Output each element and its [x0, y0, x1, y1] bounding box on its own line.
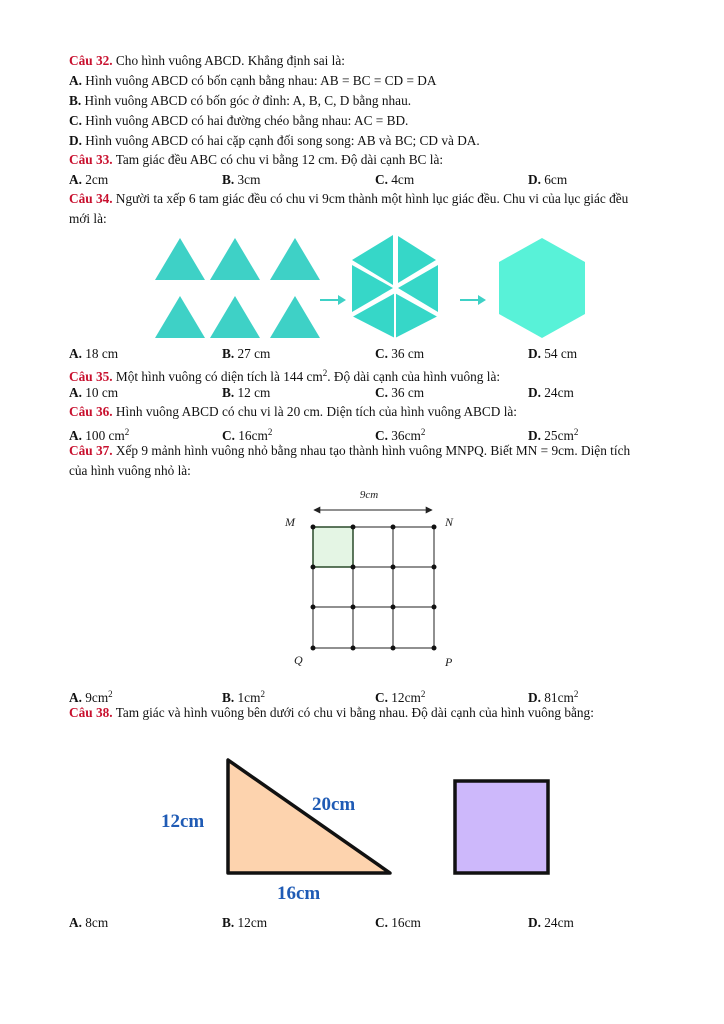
option-label: A. [69, 73, 82, 88]
question-text: Một hình vuông có diện tích là 144 $cm^2$. Độ dài cạnh của hình vuông là: [115, 368, 501, 384]
vertex-label-q: Q [294, 653, 303, 667]
option-b: B. 3cm [222, 172, 261, 187]
option-d: D. 24cm [528, 385, 574, 400]
arrow-icon [460, 295, 486, 305]
triangle-square-figure [155, 745, 565, 910]
option-d: D. $25cm^2$ [528, 427, 579, 443]
option-a: A. 100 $cm^2$ [69, 427, 130, 443]
q37-options [0, 685, 724, 703]
option-a: A. $9cm^2$ [69, 689, 113, 705]
option-text: Hình vuông ABCD có bốn cạnh bằng nhau: AB = BC = CD = DA [85, 73, 437, 88]
vertex-label-n: N [445, 515, 454, 529]
option-d: D. 24cm [528, 915, 574, 930]
question-number: Câu 36. [69, 404, 113, 419]
question-37 [69, 442, 630, 460]
triangle-shape [270, 238, 320, 280]
q32-option-c [69, 112, 408, 130]
option-c: C. 4cm [375, 172, 415, 187]
option-label: B. [69, 93, 82, 108]
option-text: Hình vuông ABCD có bốn góc ở đỉnh: A, B, C, D bằng nhau. [84, 93, 412, 108]
highlighted-small-square [313, 527, 353, 567]
question-text: của hình vuông nhỏ là: [69, 463, 191, 478]
option-d: D. 6cm [528, 172, 568, 187]
triangle-shape [270, 296, 320, 338]
arrow-icon [320, 295, 346, 305]
question-text: Người ta xếp 6 tam giác đều có chu vi 9cm thành một hình lục giác đều. Chu vi của lục giác đều [115, 191, 629, 206]
option-a: A. 2cm [69, 172, 109, 187]
leg-label-horizontal: 16cm [277, 883, 321, 904]
purple-square [455, 781, 548, 873]
option-b: C. $16cm^2$ [222, 427, 273, 443]
option-d: D. 54 cm [528, 346, 578, 361]
question-35 [69, 364, 500, 386]
question-text: Hình vuông ABCD có chu vi là 20 cm. Diện tích của hình vuông ABCD là: [115, 404, 518, 419]
grid-square-figure [272, 482, 472, 672]
option-c: C. $36cm^2$ [375, 427, 426, 443]
option-a: A. 18 cm [69, 346, 119, 361]
dimension-label: 9cm [359, 489, 379, 501]
option-b: B. 12cm [222, 915, 268, 930]
option-d: D. $81cm^2$ [528, 689, 579, 705]
hypotenuse-label: 20cm [312, 794, 356, 815]
question-text: Xếp 9 mảnh hình vuông nhỏ bằng nhau tạo thành hình vuông MNPQ. Biết MN = 9cm. Diện tích [115, 443, 631, 458]
q38-options [0, 914, 724, 932]
q32-option-d [69, 132, 480, 150]
option-c: C. 16cm [375, 915, 421, 930]
option-text: Hình vuông ABCD có hai đường chéo bằng nhau: AC = BD. [85, 113, 409, 128]
triangle-shape [155, 238, 205, 280]
vertex-label-p: P [445, 655, 453, 669]
option-b: B. 27 cm [222, 346, 271, 361]
question-number: Câu 34. [69, 191, 113, 206]
q32-option-a [69, 72, 436, 90]
hexagon-figure [150, 230, 590, 342]
option-label: D. [69, 133, 82, 148]
question-text: Cho hình vuông ABCD. Khẳng định sai là: [115, 53, 345, 68]
triangle-shape [210, 296, 260, 338]
leg-label-vertical: 12cm [161, 811, 205, 832]
hexagon-shape [499, 238, 585, 338]
option-c: C. 36 cm [375, 385, 425, 400]
question-number: Câu 35. [69, 369, 113, 384]
q34-options [0, 345, 724, 363]
question-text: mới là: [69, 211, 107, 226]
question-37-cont [69, 462, 191, 480]
triangle-shape [155, 296, 205, 338]
option-label: C. [69, 113, 82, 128]
split-hexagon [352, 235, 438, 338]
question-34-cont [69, 210, 107, 228]
option-c: C. $12cm^2$ [375, 689, 426, 705]
option-b: B. 12 cm [222, 385, 271, 400]
option-a: A. 8cm [69, 915, 109, 930]
vertex-label-m: M [285, 515, 295, 529]
option-c: C. 36 cm [375, 346, 425, 361]
q35-options [0, 384, 724, 402]
question-34 [69, 190, 628, 208]
option-a: A. 10 cm [69, 385, 119, 400]
triangle-shape [210, 238, 260, 280]
right-triangle [228, 760, 390, 873]
question-text: Tam giác đều ABC có chu vi bằng 12 cm. Độ dài cạnh BC là: [115, 152, 444, 167]
q32-option-b [69, 92, 411, 110]
question-number: Câu 32. [69, 53, 113, 68]
question-number: Câu 38. [69, 705, 113, 720]
question-text: Tam giác và hình vuông bên dưới có chu vi bằng nhau. Độ dài cạnh của hình vuông bằng: [115, 705, 594, 720]
question-number: Câu 33. [69, 152, 113, 167]
option-b: B. $1cm^2$ [222, 689, 265, 705]
option-text: Hình vuông ABCD có hai cặp cạnh đối song song: AB và BC; CD và DA. [85, 133, 480, 148]
question-38 [69, 704, 594, 722]
q33-options [0, 171, 724, 189]
question-33 [69, 151, 443, 169]
q36-options [0, 423, 724, 441]
question-32 [69, 52, 345, 70]
question-number: Câu 37. [69, 443, 113, 458]
question-36 [69, 403, 517, 421]
